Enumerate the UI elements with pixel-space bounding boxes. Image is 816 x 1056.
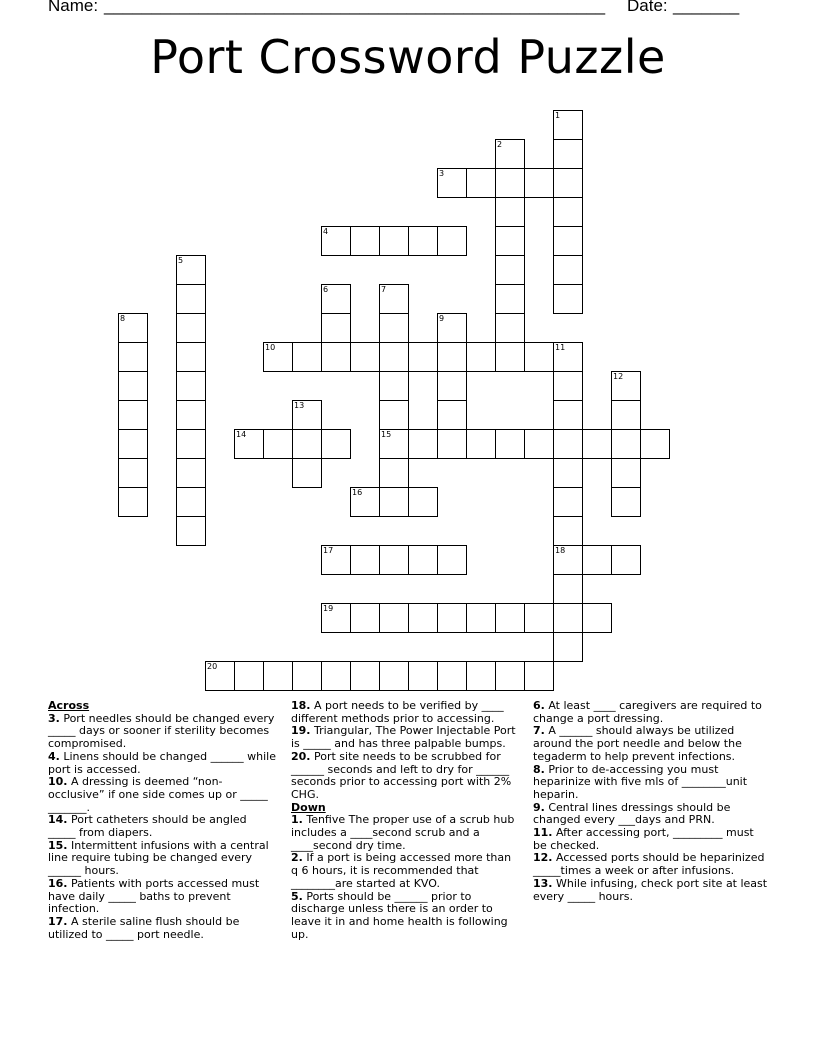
- grid-cell[interactable]: [495, 284, 525, 314]
- grid-cell[interactable]: [524, 168, 554, 198]
- grid-cell[interactable]: [263, 429, 293, 459]
- clue-text: A port needs to be verified by ____ different methods prior to accessing.: [291, 699, 504, 725]
- grid-cell[interactable]: [437, 429, 467, 459]
- grid-cell[interactable]: [582, 603, 612, 633]
- grid-cell[interactable]: [524, 429, 554, 459]
- clue-item: [48, 840, 276, 878]
- grid-cell[interactable]: [321, 429, 351, 459]
- cell-number: 11: [555, 343, 566, 352]
- clue-item: [533, 802, 768, 827]
- clue-text: While infusing, check port site at least every _____ hours.: [533, 876, 768, 903]
- clue-number: 12.: [533, 851, 553, 865]
- grid-cell[interactable]: [176, 342, 206, 372]
- grid-cell[interactable]: [350, 661, 380, 691]
- clue-item: [533, 852, 768, 877]
- clue-text: Ports should be ______ prior to discharge unless there is an order to leave it in and home health is following up.: [291, 889, 508, 941]
- clue-number: 9.: [533, 800, 545, 814]
- grid-cell[interactable]: [350, 603, 380, 633]
- grid-cell[interactable]: [495, 197, 525, 227]
- grid-cell[interactable]: [379, 458, 409, 488]
- clue-text: A dressing is deemed “non-occlusive” if one side comes up or _____ _______.: [48, 775, 268, 814]
- grid-cell[interactable]: [350, 545, 380, 575]
- clue-text: At least ____ caregivers are required to change a port dressing.: [533, 699, 762, 725]
- grid-cell[interactable]: [292, 661, 322, 691]
- page-title: Port Crossword Puzzle: [150, 30, 666, 84]
- clue-item: [291, 725, 519, 750]
- grid-cell[interactable]: [437, 342, 467, 372]
- clue-item: [48, 878, 276, 916]
- grid-cell[interactable]: [176, 487, 206, 517]
- grid-cell[interactable]: [350, 342, 380, 372]
- grid-cell[interactable]: [495, 429, 525, 459]
- grid-cell[interactable]: [118, 458, 148, 488]
- grid-cell[interactable]: [553, 574, 583, 604]
- cell-number: 5: [178, 256, 184, 265]
- clue-text: If a port is being accessed more than q 6 hours, it is recommended that ________are started at KVO.: [291, 851, 512, 890]
- grid-cell[interactable]: [176, 284, 206, 314]
- clue-number: 8.: [533, 762, 545, 776]
- grid-cell[interactable]: [495, 313, 525, 343]
- clue-text: Linens should be changed ______ while port is accessed.: [48, 749, 276, 776]
- cell-number: 20: [207, 662, 218, 671]
- grid-cell[interactable]: [408, 487, 438, 517]
- grid-cell[interactable]: [350, 226, 380, 256]
- grid-cell[interactable]: [495, 255, 525, 285]
- cell-number: 19: [323, 604, 334, 613]
- grid-cell[interactable]: [611, 458, 641, 488]
- clue-item: [291, 814, 519, 852]
- grid-cell[interactable]: [553, 371, 583, 401]
- grid-cell[interactable]: [582, 545, 612, 575]
- grid-cell[interactable]: [321, 661, 351, 691]
- grid-cell[interactable]: [437, 545, 467, 575]
- clue-item: [533, 878, 768, 903]
- clue-number: 11.: [533, 826, 553, 840]
- cell-number: 12: [613, 372, 624, 381]
- clue-item: [291, 700, 519, 725]
- clue-item: [48, 713, 276, 751]
- grid-cell[interactable]: [321, 313, 351, 343]
- clues-column-3: [533, 700, 768, 903]
- cell-number: 13: [294, 401, 305, 410]
- clue-text: Accessed ports should be heparinized _____times a week or after infusions.: [533, 851, 765, 878]
- grid-cell[interactable]: [408, 342, 438, 372]
- grid-cell[interactable]: [553, 632, 583, 662]
- grid-cell[interactable]: [379, 371, 409, 401]
- cell-number: 10: [265, 343, 276, 352]
- grid-cell[interactable]: [408, 429, 438, 459]
- grid-cell[interactable]: [553, 458, 583, 488]
- clue-number: 17.: [48, 914, 68, 928]
- clue-item: [533, 725, 768, 763]
- cell-number: 4: [323, 227, 329, 236]
- clue-item: [291, 891, 519, 942]
- clues-column-2: [291, 700, 519, 941]
- name-blank[interactable]: _____________________________________________________: [104, 0, 606, 15]
- grid-cell[interactable]: [553, 400, 583, 430]
- date-label: Date:: [627, 0, 668, 15]
- clue-section-heading: Across: [48, 699, 90, 712]
- grid-cell[interactable]: [553, 429, 583, 459]
- grid-cell[interactable]: [437, 400, 467, 430]
- clue-number: 6.: [533, 699, 545, 712]
- grid-cell[interactable]: [495, 661, 525, 691]
- grid-cell[interactable]: [466, 168, 496, 198]
- grid-cell[interactable]: [408, 661, 438, 691]
- clue-text: Port catheters should be angled _____ from diapers.: [48, 813, 247, 840]
- grid-cell[interactable]: [524, 661, 554, 691]
- clue-text: Port site needs to be scrubbed for ______ seconds and left to dry for ______ seconds prior to accessing port with 2% CHG.: [291, 749, 512, 801]
- clue-item: [533, 764, 768, 802]
- grid-cell[interactable]: [379, 487, 409, 517]
- grid-cell[interactable]: [553, 284, 583, 314]
- grid-cell[interactable]: [118, 429, 148, 459]
- cell-number: 17: [323, 546, 334, 555]
- name-label: Name:: [48, 0, 99, 15]
- clue-section-heading: Down: [291, 800, 326, 814]
- clue-number: 2.: [291, 851, 303, 865]
- clue-number: 19.: [291, 724, 311, 738]
- clue-number: 7.: [533, 724, 545, 738]
- clue-item: [533, 700, 768, 725]
- grid-cell[interactable]: [118, 342, 148, 372]
- grid-cell[interactable]: [466, 603, 496, 633]
- grid-cell[interactable]: [466, 429, 496, 459]
- clue-item: [291, 751, 519, 802]
- clue-number: 16.: [48, 876, 68, 890]
- grid-cell[interactable]: [582, 429, 612, 459]
- grid-cell[interactable]: [292, 429, 322, 459]
- grid-cell[interactable]: [379, 226, 409, 256]
- clue-item: [48, 751, 276, 776]
- grid-cell[interactable]: [437, 661, 467, 691]
- clue-number: 20.: [291, 749, 311, 763]
- clue-text: Prior to de-accessing you must heparinize with five mls of ________unit heparin.: [533, 762, 748, 801]
- grid-cell[interactable]: [292, 342, 322, 372]
- clue-item: [48, 776, 276, 814]
- grid-cell[interactable]: [118, 371, 148, 401]
- grid-cell[interactable]: [466, 342, 496, 372]
- grid-cell[interactable]: [466, 661, 496, 691]
- clue-text: Tenfive The proper use of a scrub hub includes a ____second scrub and a ____second dry time.: [291, 813, 515, 852]
- grid-cell[interactable]: [263, 661, 293, 691]
- grid-cell[interactable]: [553, 516, 583, 546]
- grid-cell[interactable]: [495, 226, 525, 256]
- clue-item: [48, 814, 276, 839]
- grid-cell[interactable]: [379, 342, 409, 372]
- grid-cell[interactable]: [611, 429, 641, 459]
- cell-number: 1: [555, 111, 561, 120]
- grid-cell[interactable]: [437, 371, 467, 401]
- grid-cell[interactable]: [379, 400, 409, 430]
- clue-number: 10.: [48, 775, 68, 789]
- cell-number: 16: [352, 488, 363, 497]
- cell-number: 7: [381, 285, 387, 294]
- grid-cell[interactable]: [234, 661, 264, 691]
- grid-cell[interactable]: [611, 545, 641, 575]
- cell-number: 14: [236, 430, 247, 439]
- grid-cell[interactable]: [176, 429, 206, 459]
- grid-cell[interactable]: [118, 400, 148, 430]
- clue-text: Intermittent infusions with a central line require tubing be changed every ______ hours.: [48, 838, 269, 878]
- grid-cell[interactable]: [640, 429, 670, 459]
- grid-cell[interactable]: [176, 400, 206, 430]
- grid-cell[interactable]: [553, 603, 583, 633]
- clue-text: Port needles should be changed every _____ days or sooner if sterility becomes compromised.: [48, 711, 275, 751]
- grid-cell[interactable]: [321, 342, 351, 372]
- grid-cell[interactable]: [176, 516, 206, 546]
- clue-number: 1.: [291, 813, 303, 827]
- clue-number: 3.: [48, 711, 60, 725]
- clue-number: 5.: [291, 889, 303, 903]
- clue-text: A ______ should always be utilized around the port needle and below the tegaderm to help prevent infections.: [533, 724, 742, 763]
- grid-cell[interactable]: [379, 313, 409, 343]
- grid-cell[interactable]: [553, 197, 583, 227]
- clue-number: 14.: [48, 813, 68, 827]
- grid-cell[interactable]: [379, 661, 409, 691]
- cell-number: 18: [555, 546, 566, 555]
- clue-number: 18.: [291, 699, 311, 712]
- grid-cell[interactable]: [495, 342, 525, 372]
- grid-cell[interactable]: [524, 342, 554, 372]
- grid-cell[interactable]: [118, 487, 148, 517]
- clue-text: Triangular, The Power Injectable Port is _____ and has three palpable bumps.: [291, 724, 516, 751]
- clue-number: 4.: [48, 749, 60, 763]
- date-blank[interactable]: _______: [673, 0, 740, 15]
- clue-text: Central lines dressings should be changed every ___days and PRN.: [533, 800, 731, 827]
- clue-number: 15.: [48, 838, 68, 852]
- clues-column-1: [48, 700, 276, 941]
- cell-number: 2: [497, 140, 503, 149]
- grid-cell[interactable]: [292, 458, 322, 488]
- grid-cell[interactable]: [553, 226, 583, 256]
- grid-cell[interactable]: [524, 603, 554, 633]
- clue-number: 13.: [533, 876, 553, 890]
- clue-item: [291, 852, 519, 890]
- grid-cell[interactable]: [495, 603, 525, 633]
- grid-cell[interactable]: [379, 545, 409, 575]
- cell-number: 15: [381, 430, 392, 439]
- grid-cell[interactable]: [176, 371, 206, 401]
- cell-number: 8: [120, 314, 126, 323]
- grid-cell[interactable]: [553, 139, 583, 169]
- grid-cell[interactable]: [495, 168, 525, 198]
- grid-cell[interactable]: [437, 603, 467, 633]
- grid-cell[interactable]: [611, 400, 641, 430]
- clue-item: [48, 916, 276, 941]
- clue-item: [533, 827, 768, 852]
- grid-cell[interactable]: [408, 603, 438, 633]
- grid-cell[interactable]: [176, 313, 206, 343]
- cell-number: 6: [323, 285, 329, 294]
- cell-number: 9: [439, 314, 445, 323]
- grid-cell[interactable]: [408, 545, 438, 575]
- clue-text: A sterile saline flush should be utilized to _____ port needle.: [48, 914, 240, 941]
- clue-text: Patients with ports accessed must have daily _____ baths to prevent infection.: [48, 876, 260, 916]
- clue-text: After accessing port, _________ must be checked.: [533, 826, 754, 852]
- grid-cell[interactable]: [176, 458, 206, 488]
- grid-cell[interactable]: [437, 226, 467, 256]
- grid-cell[interactable]: [611, 487, 641, 517]
- grid-cell[interactable]: [553, 168, 583, 198]
- grid-cell[interactable]: [553, 487, 583, 517]
- cell-number: 3: [439, 169, 445, 178]
- grid-cell[interactable]: [408, 226, 438, 256]
- grid-cell[interactable]: [379, 603, 409, 633]
- grid-cell[interactable]: [553, 255, 583, 285]
